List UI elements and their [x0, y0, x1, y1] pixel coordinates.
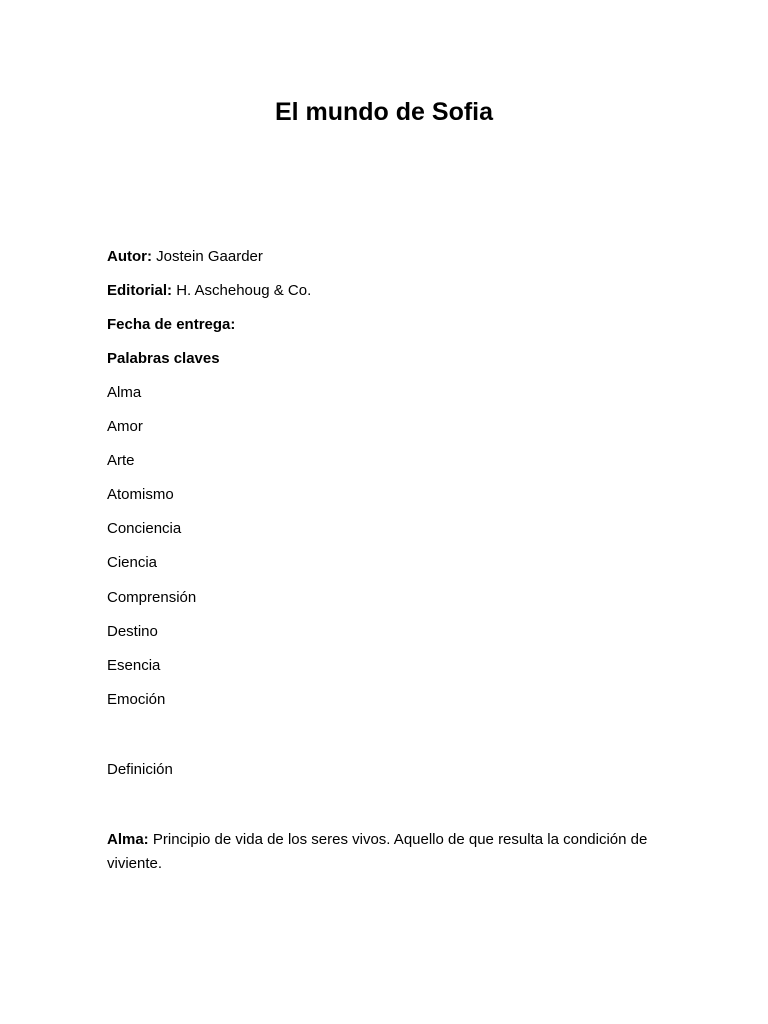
- delivery-date-label: Fecha de entrega:: [107, 316, 236, 333]
- keyword-item: Destino: [107, 623, 158, 640]
- definition-text: Principio de vida de los seres vivos. Aquello de que resulta la condición de viviente.: [107, 831, 648, 872]
- keyword-item: Atomismo: [107, 486, 174, 503]
- keyword-item: Esencia: [107, 657, 161, 674]
- publisher-value: H. Aschehoug & Co.: [176, 282, 312, 299]
- author-value: Jostein Gaarder: [156, 248, 263, 265]
- definition-paragraph: [107, 828, 667, 876]
- publisher-label: Editorial:: [107, 282, 173, 299]
- keyword-item: Alma: [107, 384, 142, 401]
- document-title: El mundo de Sofia: [274, 98, 494, 126]
- author-label: Autor:: [107, 248, 152, 265]
- keyword-item: Arte: [107, 452, 135, 469]
- keywords-heading: Palabras claves: [107, 350, 220, 367]
- definition-heading: Definición: [107, 761, 173, 778]
- definition-term: Alma:: [107, 831, 149, 848]
- keyword-item: Ciencia: [107, 554, 158, 571]
- keyword-item: Comprensión: [107, 589, 197, 606]
- keyword-item: Emoción: [107, 691, 166, 708]
- publisher-line: [107, 281, 311, 301]
- author-line: [107, 247, 263, 267]
- keyword-item: Conciencia: [107, 520, 182, 537]
- keyword-item: Amor: [107, 418, 143, 435]
